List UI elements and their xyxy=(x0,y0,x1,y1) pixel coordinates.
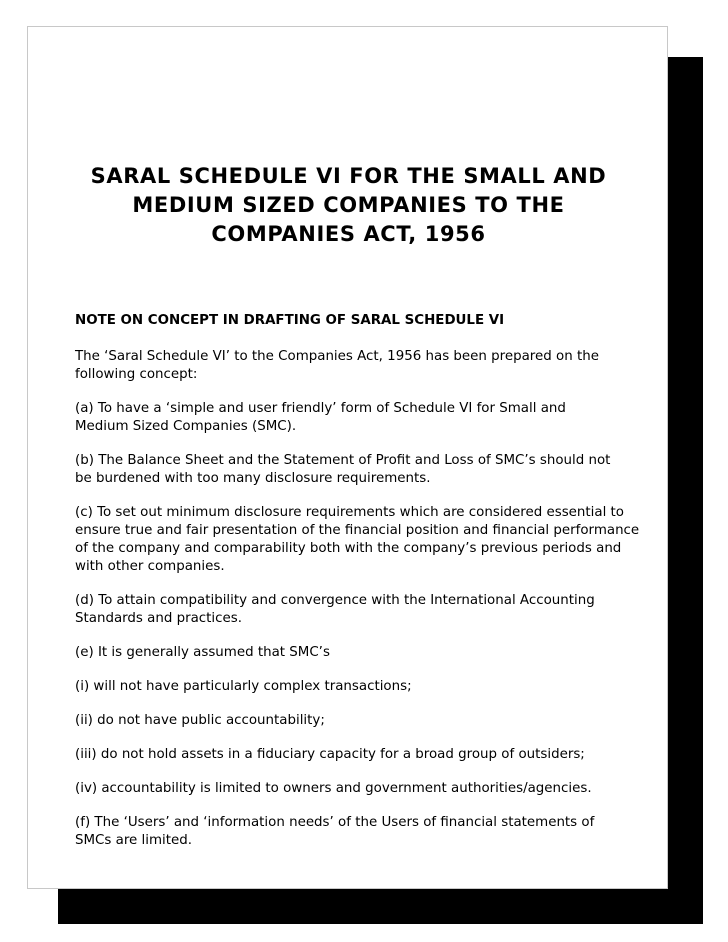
paragraph-line: (a) To have a ‘simple and user friendly’ form of Schedule VI for Small and xyxy=(75,401,566,416)
paragraph xyxy=(75,504,645,576)
paragraph xyxy=(75,592,645,628)
paragraph-line: (i) will not have particularly complex transactions; xyxy=(75,679,412,694)
paragraph-line: (c) To set out minimum disclosure requirements which are considered essential to xyxy=(75,505,625,520)
paragraph-line: The ‘Saral Schedule VI’ to the Companies Act, 1956 has been prepared on the xyxy=(75,349,599,364)
paragraph xyxy=(75,452,645,488)
section-heading: NOTE ON CONCEPT IN DRAFTING OF SARAL SCHEDULE VI xyxy=(75,313,505,328)
paragraph-line: be burdened with too many disclosure requirements. xyxy=(75,471,431,486)
paragraph xyxy=(75,814,645,850)
paragraph-line: of the company and comparability both with the company’s previous periods and xyxy=(75,541,622,556)
title-line: COMPANIES ACT, 1956 xyxy=(211,222,486,246)
paragraph-line: Medium Sized Companies (SMC). xyxy=(75,419,297,434)
paragraph-line: following concept: xyxy=(75,367,198,382)
document-page xyxy=(27,26,668,889)
paragraph-line: (b) The Balance Sheet and the Statement of Profit and Loss of SMC’s should not xyxy=(75,453,611,468)
paragraph xyxy=(75,348,645,384)
paragraph-line: ensure true and fair presentation of the financial position and financial performance xyxy=(75,523,640,538)
paragraph-line: SMCs are limited. xyxy=(75,833,192,848)
paragraph-line: (ii) do not have public accountability; xyxy=(75,713,325,728)
paragraph xyxy=(75,712,645,730)
paragraph-line: (iv) accountability is limited to owners and government authorities/agencies. xyxy=(75,781,592,796)
paragraph-line: (f) The ‘Users’ and ‘information needs’ of the Users of financial statements of xyxy=(75,815,595,830)
paragraph-line: with other companies. xyxy=(75,559,225,574)
document-title xyxy=(28,162,669,249)
paragraph xyxy=(75,644,645,662)
paragraph xyxy=(75,678,645,696)
paragraph xyxy=(75,400,645,436)
title-line: MEDIUM SIZED COMPANIES TO THE xyxy=(132,193,565,217)
document-body xyxy=(75,312,645,866)
paragraph-list xyxy=(75,348,645,850)
paragraph-line: Standards and practices. xyxy=(75,611,242,626)
title-line: SARAL SCHEDULE VI FOR THE SMALL AND xyxy=(90,164,607,188)
paragraph-line: (d) To attain compatibility and convergence with the International Accounting xyxy=(75,593,595,608)
paragraph-line: (iii) do not hold assets in a fiduciary capacity for a broad group of outsiders; xyxy=(75,747,585,762)
paragraph-line: (e) It is generally assumed that SMC’s xyxy=(75,645,330,660)
paragraph xyxy=(75,746,645,764)
paragraph xyxy=(75,780,645,798)
